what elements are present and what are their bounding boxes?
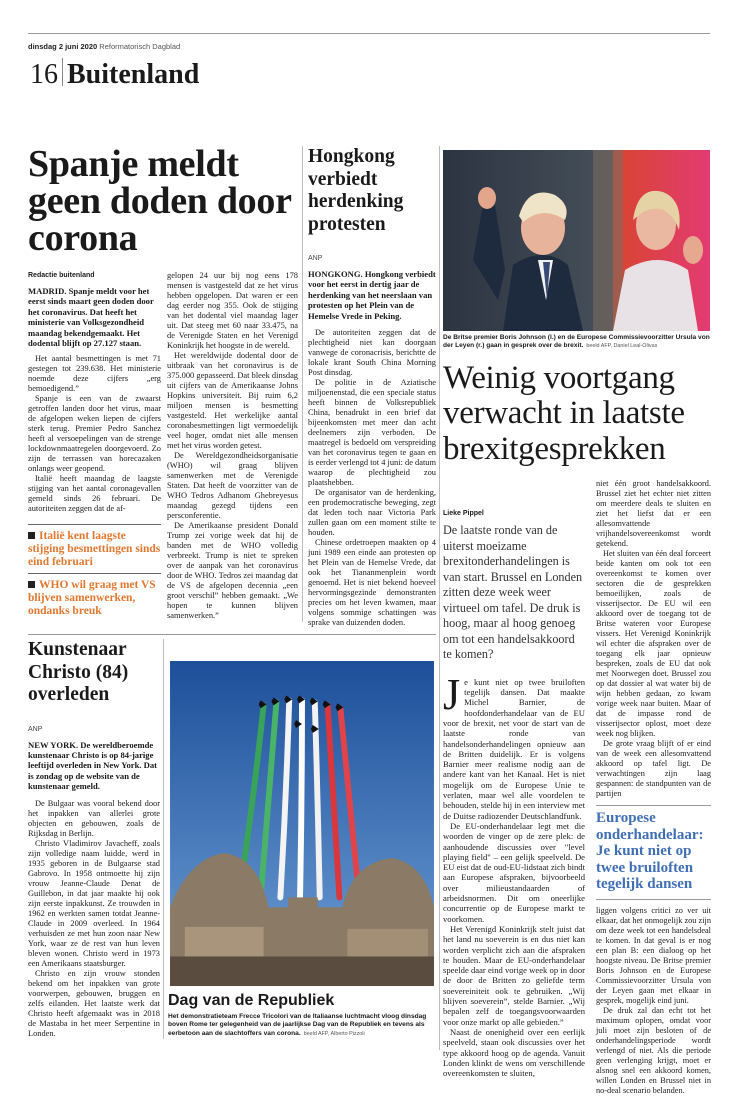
spanje-headline: Spanje meldt geen doden door corona [28,143,291,259]
brexit-headline: Weinig voortgang verwacht in laatste brexitgesprekken [443,359,685,467]
paragraph: Chinese ordetroepen maakten op 4 juni 1989 een einde aan protesten op het Plein van de Hemelse Vrede, dat ook het Tiananmenplein wordt genoemd. Het is niet bekend hoeveel hervormingsgezinde demonstranten precies om het leven kwamen, maar volgens sommige schattingen was sprake van duizenden doden. [308,538,436,628]
paragraph: De EU-onderhandelaar legt met die woorden de vinger op de zere plek: de aanhoudende discussies over "level playing field" – een gelijk speelveld. De EU eist dat de oud-EU-lidstaat zich bindt aan Europese afspraken, bijvoorbeeld over milieustandaarden of arbeidsnormen. Dit om oneerlijke concurrentie op de Europese markt te voorkomen. [443,820,585,924]
paragraph: e kunt niet op twee bruiloften tegelijk dansen. Dat maakte Michel Barnier, de hoofdonderhandelaar van de EU voor de brexit, net voor de start van de laatste ronde van handelsonderhandelingen opnieuw aan de Britten duidelijk. Er is volgens Barnier meer realisme nodig aan de andere kant van het Kanaal. Het is niet mogelijk om de Europese Unie te verlaten, maar wel alle voordelen te behouden, stelde hij in een interview met de Duitse radiozender Deutschlandfunk. [443,676,585,821]
spanje-col-1 [28,271,161,622]
photo-frecce-tricolori [168,661,436,986]
brexit-byline: Lieke Pippel [443,510,484,518]
section-header [30,58,199,92]
paragraph: Spanje is een van de zwaarst getroffen landen door het virus, maar de afgelopen weken liepen de cijfers sterk terug. Premier Pedro Sanchez heeft al versoepelingen van de strenge lockdownmaatregelen doorgevoerd. Zo zijn de terrassen van horecazaken onlangs weer geopend. [28,394,161,474]
paragraph: niet één groot handelsakkoord. Brussel ziet het echter niet zitten om meerdere deals te sluiten en ziet het liefst dat er een allesomvattende vrijhandelsovereenkomst wordt getekend. [596,479,711,549]
photo-caption [443,334,711,351]
divider [62,58,63,86]
paragraph: Het sluiten van één deal forceert beide kanten om ook tot een overeenkomst te komen over sectoren die de gesprekken bemoeilijken, zoals de visserijsector. De EU wil een akkoord over de toegang tot de Britse wateren voor Europese vissers. Het Verenigd Koninkrijk wil echter die afspraken over de toegang elk jaar opnieuw bespreken, zoals de EU dat ook met Noorwegen doet. Brussel zou op dat dossier al wat water bij de wijn hebben gedaan, zo kwam vorige week naar buiten. Maar of dat de impasse rond de visserijsector oplost, moet deze week nog blijken. [596,549,711,739]
paragraph: Het wereldwijde dodental door de uitbraak van het coronavirus is de 375.000 gepasseerd. Dat bleek dinsdag uit cijfers van de Amerikaanse Johns Hopkins universiteit. Bij ruim 6,2 miljoen mensen is besmetting vastgesteld. Het werkelijke aantal coronabesmettingen ligt vermoedelijk veel hoger, omdat niet alle mensen met het virus worden getest. [167,351,298,450]
spanje-byline: Redactie buitenland [28,272,95,279]
hongkong-agency: ANP [308,255,323,262]
paragraph: De Bulgaar was vooral bekend door het inpakken van allerlei grote objecten en gebouwen, zoals de Rijksdag in Berlijn. [28,798,160,838]
pull-quote: Europese onderhandelaar: Je kunt niet op twee bruiloften tegelijk dansen [596,805,711,900]
paragraph: De politie in de Aziatische miljoenenstad, die een speciale status heeft binnen de Volksrepubliek China, benadrukt in een brief dat bijeenkomsten met meer dan acht deelnemers zijn verboden. De maatregel is bedoeld om verspreiding van het coronavirus tegen te gaan en is eerder verlengd tot 4 juni: de datum waarop de plechtigheid zou plaatshebben. [308,378,436,488]
photo-caption [168,1013,436,1038]
photo-credit: beeld AFP, Alberto Pizzoli [303,1030,365,1037]
section-rule [28,634,436,635]
section-title: Buitenland [67,59,200,90]
paragraph: Christo Vladimirov Javacheff, zoals zijn volledige naam luidde, werd in 1935 geboren in de Bulgaarse stad Gabrovo. In 1958 ontmoette hij zijn vrouw Jeanne-Claude Denat de Guillebon, in dat jaar maakte hij ook zijn eerste inpakkunst. Ze trouwden in 1962 en werkten samen totdat Jeanne-Claude in 2009 overleed. In 1964 verhuisden ze met hun zoon naar New York, waar ze de rest van hun leven bleven wonen. Christo werd in 1973 een Amerikaans staatsburger. [28,838,160,968]
page-number: 16 [30,59,58,90]
column-rule [439,146,440,1050]
top-rule [28,33,710,34]
teaser-who[interactable] [28,573,161,622]
brexit-col-left [443,479,585,1078]
top-row [28,143,436,628]
paragraph: Het Verenigd Koninkrijk stelt juist dat het land nu soeverein is en dus niet kan worden verplicht zich aan die afspraken te houden. Maar de EU-onderhandelaar speelde daar eind vorige week op in door de door de Britten zo geliefde term soevereiniteit ook te gebruiken. „Wij blijven soeverein”, stelde Barnier. „Wij bepalen zelf de toegangsvoorwaarden voor onze markt op alle gebieden.” [443,923,585,1027]
spanje-col-2 [167,271,298,621]
hongkong-article [308,146,436,628]
christo-headline: Kunstenaar Christo (84) overleden [28,639,129,706]
paragraph: Christo en zijn vrouw stonden bekend om het inpakken van grote voorwerpen, gebouwen, bruggen en zelfs eilanden. Het laatste werk dat Christo heeft afgemaakt was in 2018 de Mastaba in het meer Serpentine in Londen. [28,968,160,1038]
brexit-article [443,150,711,1096]
paragraph: De druk zal dan echt tot het maximum oplopen, omdat voor juli moet zijn besloten of de onderhandelingsperiode wordt verlengd of niet. Als die periode geen verlenging krijgt, moet er alsnog snel een akkoord komen, willen Londen en Brussel niet in no-deal scenario belanden. [596,1005,711,1095]
paragraph: De autoriteiten zeggen dat de plechtigheid niet kan doorgaan vanwege de coronacrisis, berichtte de lokale krant South China Morning Post dinsdag. [308,328,436,378]
hongkong-headline: Hongkong verbiedt herdenking protesten [308,146,404,235]
photo-credit: beeld AFP, Daniel Leal-Olivas [586,343,658,350]
teaser-italie[interactable] [28,524,161,573]
brexit-columns [443,479,711,1096]
caption-text: De Britse premier Boris Johnson (l.) en de Europese Commissievoorzitter Ursula von der Leyen (r.) gaan in gesprek over de brexit. [443,334,710,350]
teaser-text: Italië kent laagste stijging besmettingen sinds eind februari [28,530,161,569]
paragraph: Italië heeft maandag de laagste stijging van het aantal coronagevallen gemeld sinds 26 februari. De autoriteiten zeggen dat de af- [28,474,161,514]
spanje-article [28,143,303,622]
brexit-col-right [596,479,711,1096]
paragraph: De Amerikaanse president Donald Trump zei vorige week dat hij de banden met de WHO volledig verbreekt. Trump is niet te spreken over de aanpak van het coronavirus door de WHO. Tedros zei maandag dat de VS de afgelopen decennia „een groot verschil” hebben gemaakt. „We hopen te kunnen blijven samenwerken.” [167,521,298,620]
dateline [28,42,180,51]
paragraph: Naast de onenigheid over een eerlijk speelveld, staan ook discussies over het type akkoord hoog op de agenda. Vanuit Londen klinkt de wens om verschillende overeenkomsten te sluiten, [443,1026,585,1079]
paragraph: Het aantal besmettingen is met 71 gestegen tot 239.638. Het ministerie noemde deze cijfers „erg bemoedigend.” [28,354,161,394]
paragraph: De Wereldgezondheidsorganisatie (WHO) wil graag blijven samenwerken met de Verenigde Staten. Dat heeft de voorzitter van de WHO Tedros Adhanom Ghebreyesus maandag gezegd tijdens een persconferentie. [167,451,298,520]
photo-johnson-von-der-leyen [443,150,710,331]
caption-text: Het demonstratieteam Frecce Tricolori van de Italiaanse luchtmacht vloog dinsdag boven Rome ter gelegenheid van de jaarlijkse Dag van de Republiek en tevens als eerbetoon aan de slachtoffers van corona. [168,1013,427,1037]
paragraph: gelopen 24 uur bij nog eens 178 mensen is vastgesteld dat ze het virus hebben opgelopen. Dat waren er een dag eerder nog 355. Ook de stijging van het dodental viel maandag lager uit. Dat steeg met 60 naar 33.475, na de Verenigde Staten en het Verenigd Koninkrijk het hoogste in de wereld. [167,271,298,350]
paragraph: De organisator van de herdenking, een prodemocratische beweging, zegt dat leden toch naar Victoria Park zullen gaan om een moment stilte te houden. [308,488,436,538]
left-area [28,143,436,1039]
square-bullet-icon [28,532,35,539]
hongkong-lead: HONGKONG. Hongkong verbiedt voor het eerst in dertig jaar de herdenking van het neerslaan van protesten op het Plein van de Hemelse Vrede in Peking. [308,269,436,321]
christo-article [28,639,164,1039]
drop-cap: J [443,669,461,719]
spanje-lead: MADRID. Spanje meldt voor het eerst sinds maart geen doden door het coronavirus. Dat heeft het ministerie van Volksgezondheid maandag bekendgemaakt. Het dodental blijft op 27.127 staan. [28,286,154,349]
republiek-photo-block [168,661,436,1038]
date: dinsdag 2 juni 2020 [28,42,98,51]
bottom-row [28,639,436,1039]
teaser-text: WHO wil graag met VS blijven samenwerken, ondanks breuk [28,579,156,618]
square-bullet-icon [28,581,35,588]
paragraph: liggen volgens critici zo ver uit elkaar, dat het onmogelijk zou zijn om deze week tot een handelsdeal te komen. In dat geval is er nog een plan B: een dialoog op het hoogste niveau. De Britse premier Boris Johnson en de Europese Commissievoorzitter Ursula von der Leyen gaan met elkaar in gesprek, mogelijk eind juni. [596,905,711,1005]
christo-lead: NEW YORK. De wereldberoemde kunstenaar Christo is op 84-jarige leeftijd overleden in New York. Dat is zondag op de website van de kunstenaar gemeld. [28,739,158,792]
photo-title: Dag van de Republiek [168,992,335,1010]
spanje-columns [28,271,298,622]
christo-agency: ANP [28,725,43,733]
brexit-intro: De laatste ronde van de uiterst moeizame brexitonderhandelingen is van start. Brussel en Londen zitten deze week weer virtueel om tafel. De druk is hoog, maar al hoog genoeg om tot een handelsakkoord te komen? [443,523,583,662]
paper-name: Reformatorisch Dagblad [99,42,181,51]
paragraph: De grote vraag blijft of er eind van de week een allesomvattend akkoord op tafel ligt. De verwachtingen zijn laag gespannen: de standpunten van de partijen [596,739,711,799]
